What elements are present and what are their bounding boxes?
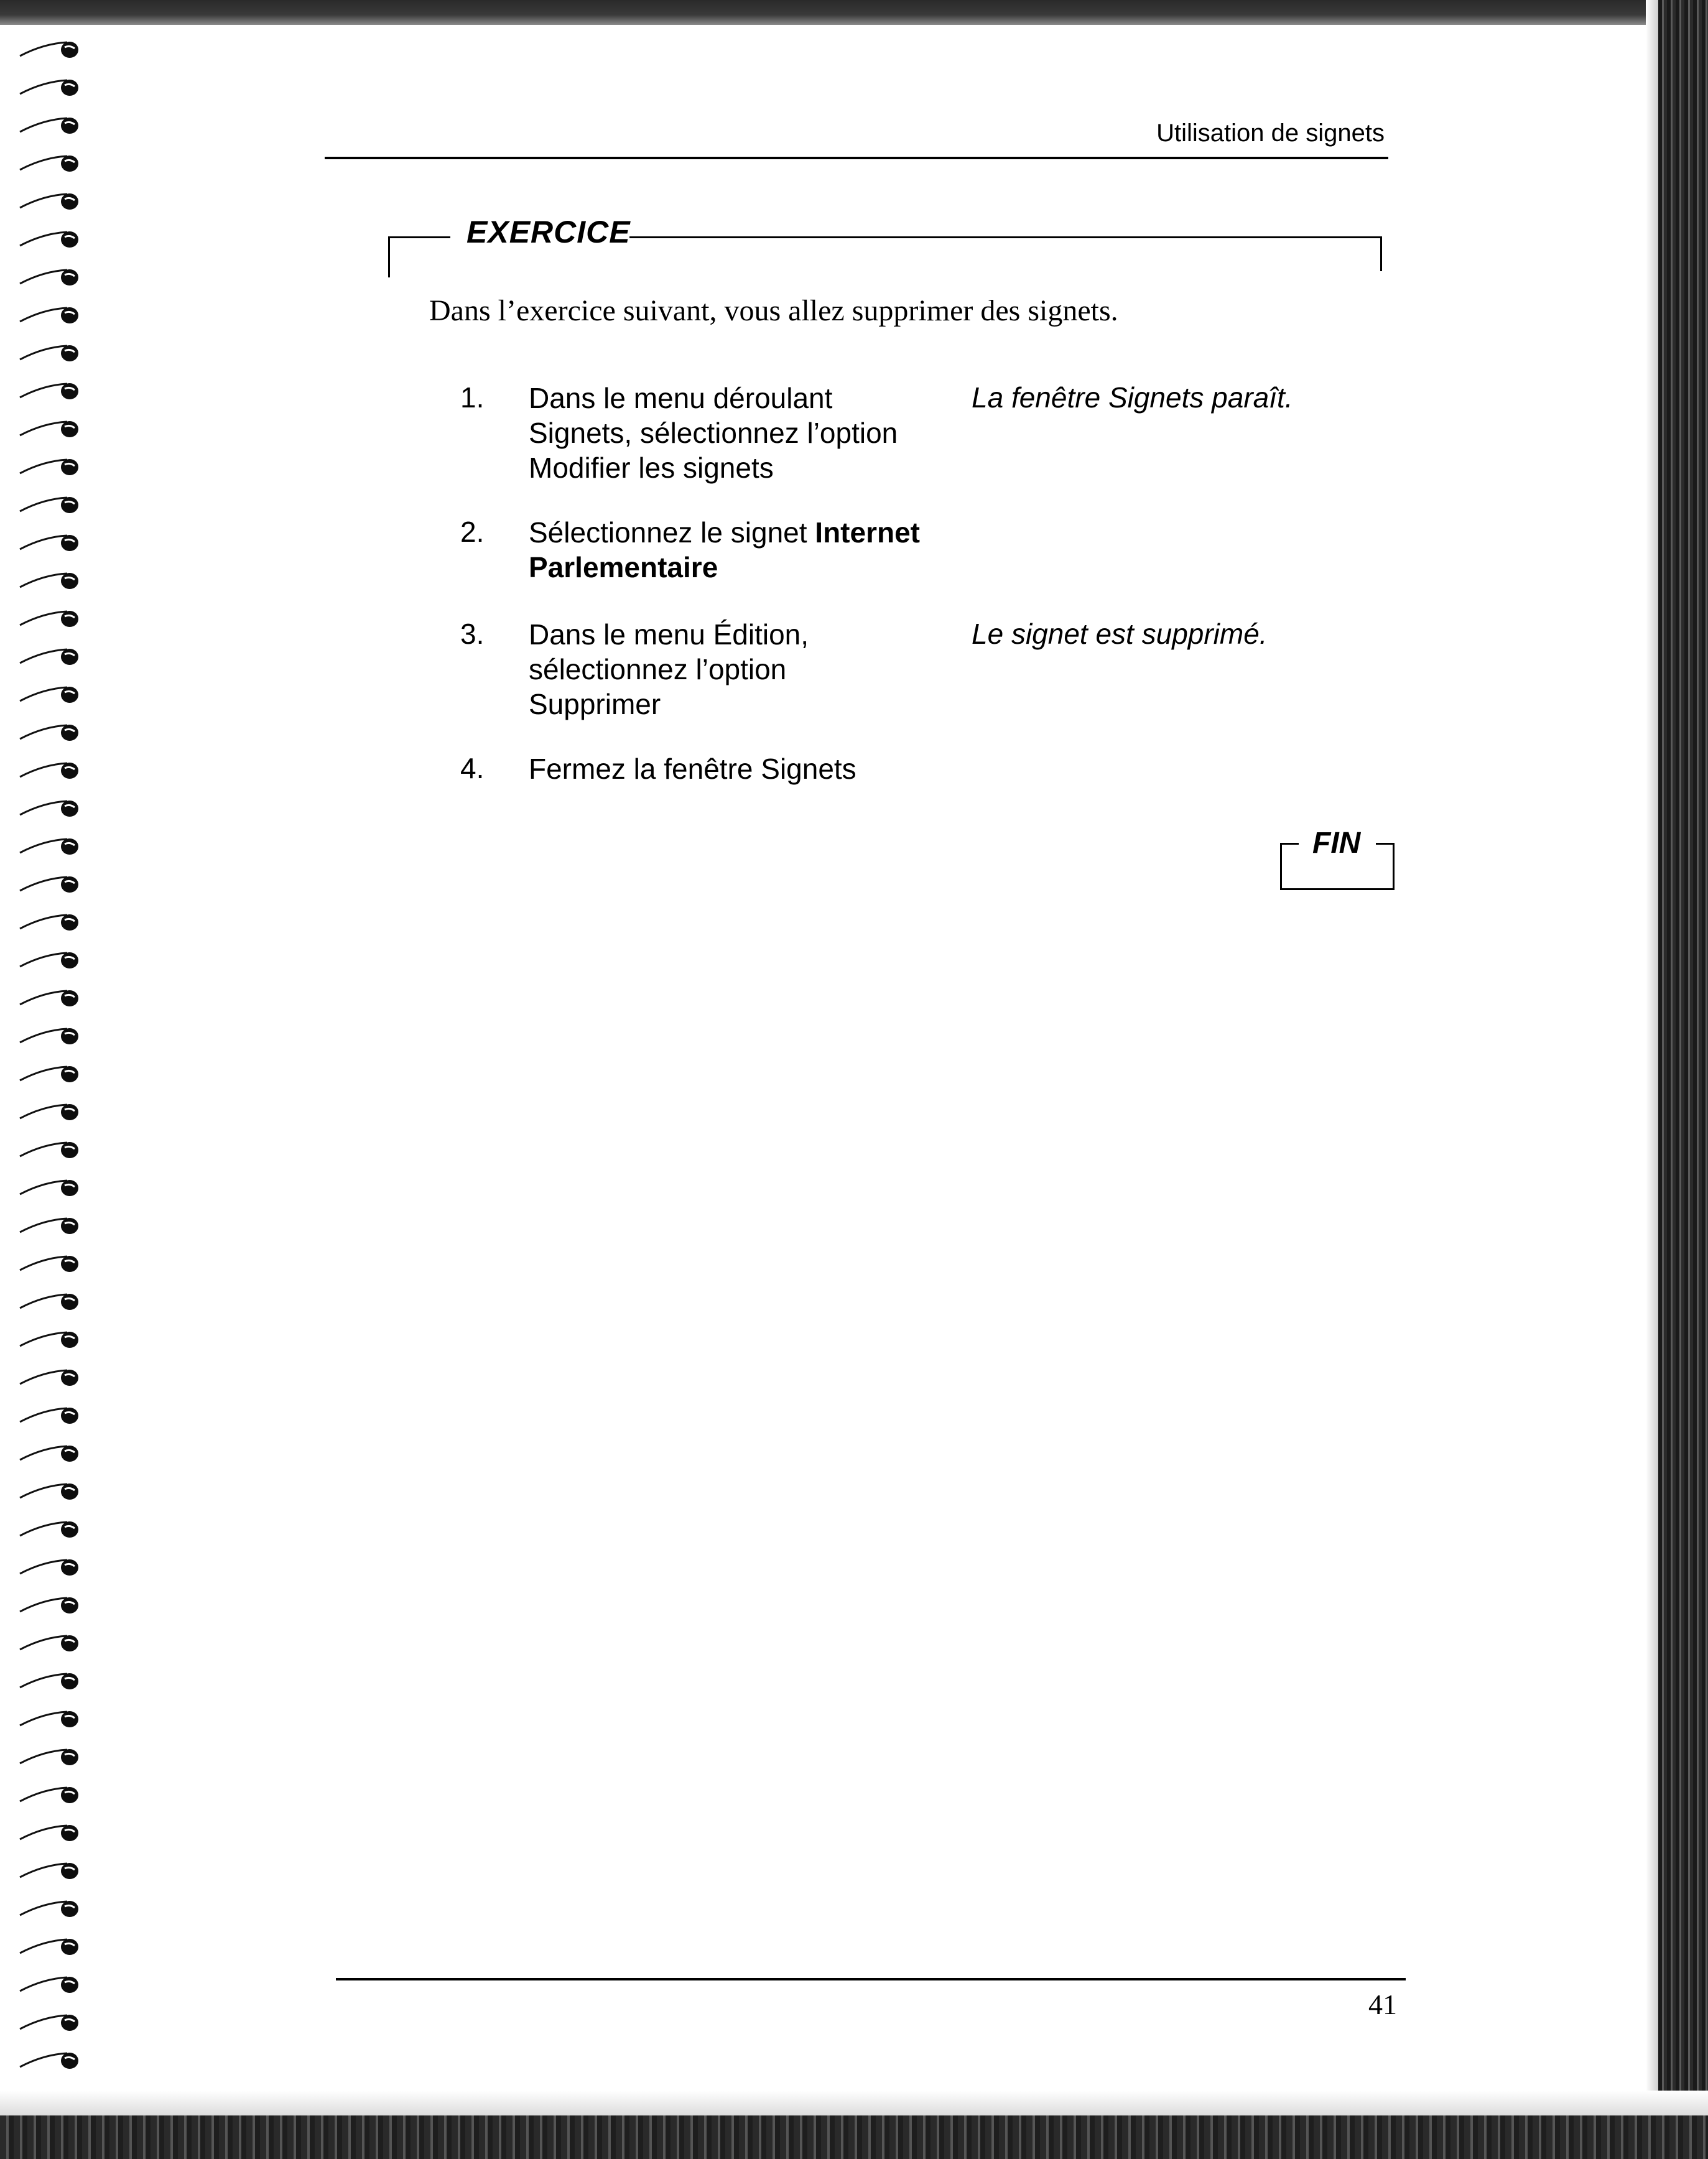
binding-coil [19,948,81,973]
binding-coil [19,1707,81,1732]
binding-coil [19,986,81,1011]
bookmark-name-part-1: Internet [815,516,920,549]
binding-coil [19,417,81,442]
end-marker-top-left [1280,843,1299,845]
spiral-binding [0,37,87,2102]
binding-coil [19,1138,81,1163]
frame-top-left-line [388,236,450,238]
step-instruction [529,381,952,485]
frame-top-right-line [629,236,1382,238]
binding-coil [19,341,81,366]
binding-coil [19,1631,81,1656]
binding-coil [19,1821,81,1846]
binding-coil [19,1365,81,1390]
step-line: Signets, sélectionnez l’option [529,417,898,449]
binding-coil [19,1176,81,1200]
page-shadow [1646,0,1658,2159]
binding-coil [19,1745,81,1770]
binding-coil [19,113,81,138]
step-text-plain: Sélectionnez le signet [529,516,815,549]
binding-coil [19,796,81,821]
end-marker-top-right [1376,843,1395,845]
binding-coil [19,1024,81,1049]
binding-coil [19,758,81,783]
binding-coil [19,189,81,214]
exercise-title: EXERCICE [466,215,631,249]
binding-coil [19,2010,81,2035]
page-bottom-shadow [0,2091,1708,2115]
binding-coil [19,1783,81,1808]
step-number: 3. [460,618,485,650]
frame-left-tick [388,236,390,277]
step-line: Fermez la fenêtre Signets [529,753,856,785]
binding-coil [19,265,81,290]
binding-coil [19,2048,81,2073]
binding-coil [19,1669,81,1694]
binding-coil [19,151,81,176]
binding-coil [19,1251,81,1276]
binding-coil [19,531,81,555]
step-number: 4. [460,752,485,784]
step-line: Dans le menu déroulant [529,382,833,414]
binding-coil [19,1479,81,1504]
binding-coil [19,1593,81,1618]
binding-coil [19,1555,81,1580]
binding-coil [19,644,81,669]
end-marker-label: FIN [1312,827,1361,860]
binding-coil [19,1972,81,1997]
binding-coil [19,682,81,707]
binding-coil [19,1214,81,1238]
header-rule [325,157,1388,159]
frame-right-tick [1380,236,1382,271]
step-line: Modifier les signets [529,452,774,484]
footer-rule [336,1978,1406,1980]
binding-coil [19,75,81,100]
binding-coil [19,455,81,480]
binding-coil [19,910,81,935]
step-instruction [529,751,952,786]
step-result: La fenêtre Signets paraît. [972,381,1293,414]
binding-coil [19,1859,81,1883]
binding-coil [19,493,81,518]
page-number: 41 [1368,1989,1397,2020]
scan-bottom-edge [0,2115,1708,2159]
step-instruction [529,617,952,722]
binding-coil [19,720,81,745]
binding-coil [19,1100,81,1125]
binding-coil [19,569,81,593]
step-line: Supprimer [529,688,661,720]
running-header: Utilisation de signets [1156,119,1385,147]
binding-coil [19,1403,81,1428]
step-instruction [529,515,952,585]
binding-coil [19,606,81,631]
binding-coil [19,1062,81,1087]
step-line: Dans le menu Édition, [529,618,809,651]
bookmark-name-part-2: Parlementaire [529,551,718,583]
binding-coil [19,834,81,859]
binding-coil [19,303,81,328]
binding-coil [19,1934,81,1959]
scan-right-edge [1658,0,1708,2159]
step-number: 1. [460,381,485,414]
step-result: Le signet est supprimé. [972,618,1268,650]
scan-top-edge [0,0,1708,25]
step-line: sélectionnez l’option [529,653,787,685]
binding-coil [19,1327,81,1352]
binding-coil [19,379,81,404]
step-number: 2. [460,516,485,548]
exercise-intro: Dans l’exercice suivant, vous allez supprimer des signets. [429,294,1118,327]
binding-coil [19,37,81,62]
binding-coil [19,1897,81,1921]
binding-coil [19,1517,81,1542]
binding-coil [19,227,81,252]
binding-coil [19,1289,81,1314]
binding-coil [19,1441,81,1466]
binding-coil [19,872,81,897]
